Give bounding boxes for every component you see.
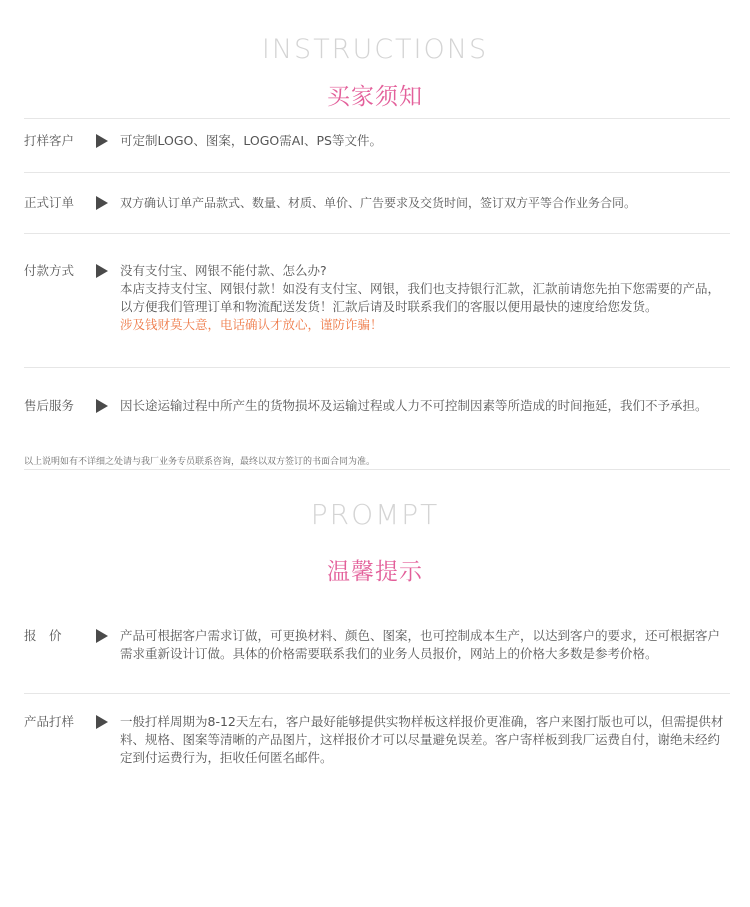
play-arrow-icon bbox=[96, 264, 108, 278]
row-text-block bbox=[120, 262, 730, 334]
warm-tips-title: 温馨提示 bbox=[327, 559, 423, 585]
row-label: 报 价 bbox=[24, 628, 62, 643]
row-text: 产品可根据客户需求订做，可更换材料、颜色、图案，也可控制成本生产，以达到客户的要求，还可根据客户需求重新设计订做。具体的价格需要联系我们的业务人员报价，网站上的价格大多数是参考价格。 bbox=[120, 628, 721, 661]
notice-row-formal-order bbox=[24, 194, 730, 214]
row-label: 售后服务 bbox=[24, 398, 75, 413]
notice-row-sample-customer bbox=[24, 132, 730, 152]
divider bbox=[24, 469, 730, 470]
play-arrow-icon bbox=[96, 196, 108, 210]
play-arrow-icon bbox=[96, 399, 108, 413]
footnote: 以上说明如有不详细之处请与我厂业务专员联系咨询，最终以双方签订的书面合同为准。 bbox=[24, 457, 376, 467]
buyer-notice-title: 买家须知 bbox=[327, 84, 423, 110]
row-text: 因长途运输过程中所产生的货物损坏及运输过程或人力不可控制因素等所造成的时间拖延，我们不予承担。 bbox=[120, 398, 708, 413]
notice-row-quote bbox=[24, 627, 730, 687]
divider bbox=[24, 172, 730, 173]
divider bbox=[24, 118, 730, 119]
row-label: 正式订单 bbox=[24, 195, 75, 210]
divider bbox=[24, 233, 730, 234]
play-arrow-icon bbox=[96, 134, 108, 148]
row-label: 付款方式 bbox=[24, 263, 75, 278]
play-arrow-icon bbox=[96, 715, 108, 729]
row-text: 可定制LOGO、图案，LOGO需AI、PS等文件。 bbox=[120, 133, 382, 148]
notice-row-after-sales bbox=[24, 397, 730, 437]
play-arrow-icon bbox=[96, 629, 108, 643]
instructions-heading: INSTRUCTIONS bbox=[261, 34, 489, 65]
notice-row-payment bbox=[24, 262, 730, 352]
payment-question: 没有支付宝、网银不能付款、怎么办? bbox=[120, 263, 327, 278]
divider bbox=[24, 693, 730, 694]
fraud-warning: 涉及钱财莫大意，电话确认才放心，谨防诈骗！ bbox=[120, 317, 383, 332]
prompt-heading: PROMPT bbox=[310, 498, 440, 531]
notice-row-product-sample bbox=[24, 713, 730, 773]
row-text: 双方确认订单产品款式、数量、材质、单价、广告要求及交货时间，签订双方平等合作业务合同。 bbox=[120, 196, 637, 210]
payment-details: 本店支持支付宝、网银付款！如没有支付宝、网银，我们也支持银行汇款，汇款前请您先拍下您需要的产品，以方便我们管理订单和物流配送发货！汇款后请及时联系我们的客服以便用最快的速度给您发货。 bbox=[120, 281, 721, 314]
row-text: 一般打样周期为8-12天左右，客户最好能够提供实物样板这样报价更准确，客户来图打版也可以，但需提供材料、规格、图案等清晰的产品图片，这样报价才可以尽量避免误差。客户寄样板到我厂运费自付，谢绝未经约定到付运费行为，拒收任何匿名邮件。 bbox=[120, 714, 724, 765]
divider bbox=[24, 367, 730, 368]
row-label: 产品打样 bbox=[24, 714, 75, 729]
row-label: 打样客户 bbox=[24, 133, 75, 148]
